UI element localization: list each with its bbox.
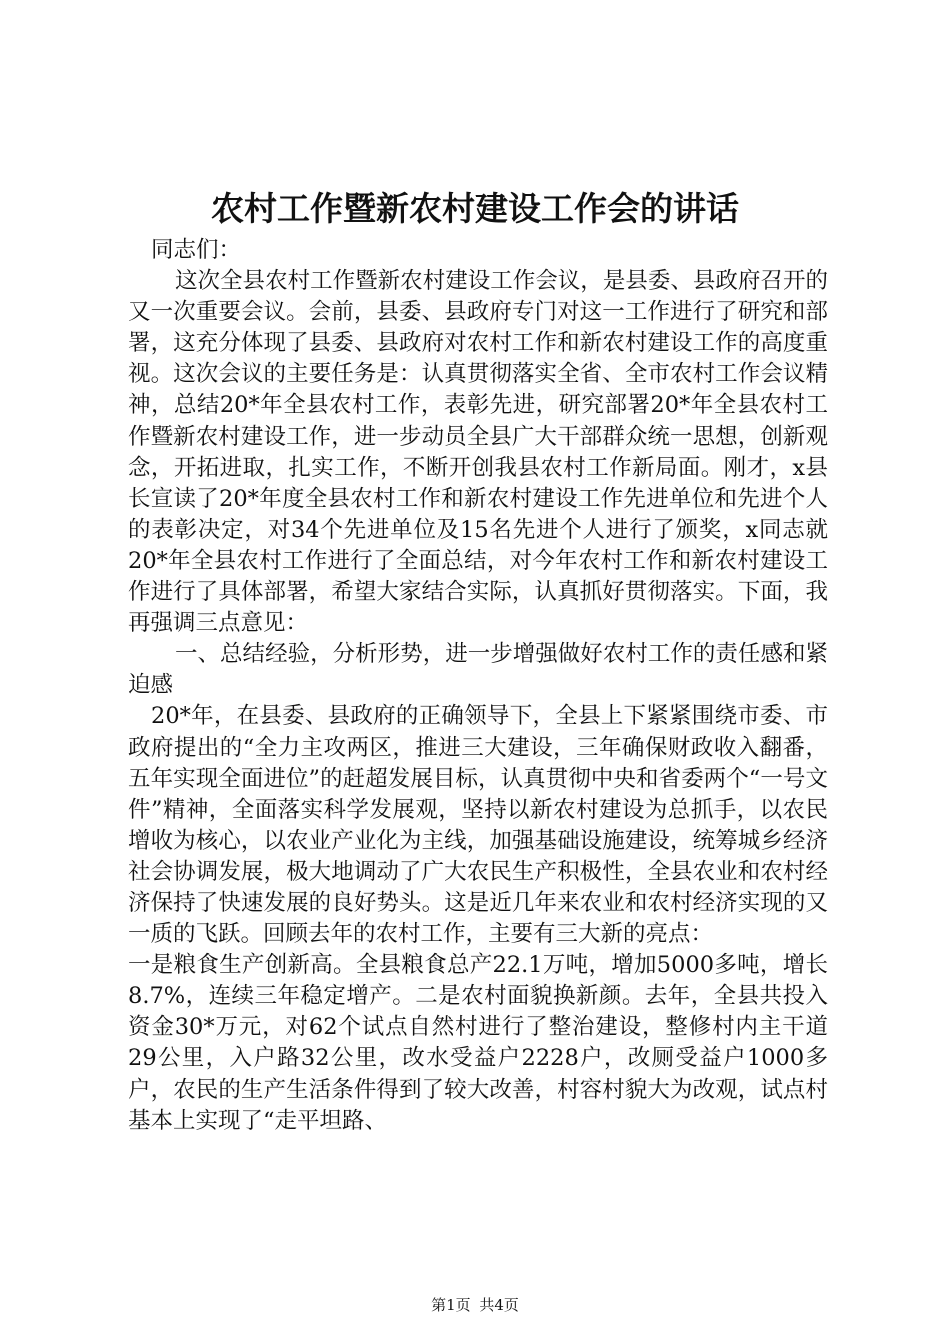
- paragraph-2: 20*年，在县委、县政府的正确领导下，全县上下紧紧围绕市委、市政府提出的“全力主攻两区，推进三大建设，三年确保财政收入翻番，五年实现全面进位”的赶超发展目标，认真贯彻中央和省委两个“一号文件”精神，全面落实科学发展观，坚持以新农村建设为总抓手，以农民增收为核心，以农业产业化为主线，加强基础设施建设，统筹城乡经济社会协调发展，极大地调动了广大农民生产积极性，全县农业和农村经济保持了快速发展的良好势头。这是近几年来农业和农村经济实现的又一质的飞跃。回顾去年的农村工作，主要有三大新的亮点：: [128, 703, 828, 948]
- page-total: 共4页: [479, 1296, 519, 1314]
- section-heading-1: 一、总结经验，分析形势，进一步增强做好农村工作的责任感和紧迫感: [128, 641, 828, 699]
- document-body: [128, 235, 828, 1137]
- page-number: 第1页: [431, 1296, 471, 1314]
- document-title: 农村工作暨新农村建设工作会的讲话: [211, 189, 739, 228]
- salutation: 同志们：: [151, 237, 242, 263]
- page-footer: [0, 1295, 950, 1315]
- paragraph-1: 这次全县农村工作暨新农村建设工作会议，是县委、县政府召开的又一次重要会议。会前，县委、县政府专门对这一工作进行了研究和部署，这充分体现了县委、县政府对农村工作和新农村建设工作的高度重视。这次会议的主要任务是：认真贯彻落实全省、全市农村工作会议精神，总结20*年全县农村工作，表彰先进，研究部署20*年全县农村工作暨新农村建设工作，进一步动员全县广大干部群众统一思想，创新观念，开拓进取，扎实工作，不断开创我县农村工作新局面。刚才，x县长宣读了20*年度全县农村工作和新农村建设工作先进单位和先进个人的表彰决定，对34个先进单位及15名先进个人进行了颁奖，x同志就20*年全县农村工作进行了全面总结，对今年农村工作和新农村建设工作进行了具体部署，希望大家结合实际，认真抓好贯彻落实。下面，我再强调三点意见：: [128, 268, 828, 637]
- paragraph-3: 一是粮食生产创新高。全县粮食总产22.1万吨，增加5000多吨，增长8.7%，连续三年稳定增产。二是农村面貌换新颜。去年，全县共投入资金30*万元，对62个试点自然村进行了整治建设，整修村内主干道29公里，入户路32公里，改水受益户2228户，改厕受益户1000多户，农民的生产生活条件得到了较大改善，村容村貌大为改观，试点村基本上实现了“走平坦路、: [128, 952, 828, 1134]
